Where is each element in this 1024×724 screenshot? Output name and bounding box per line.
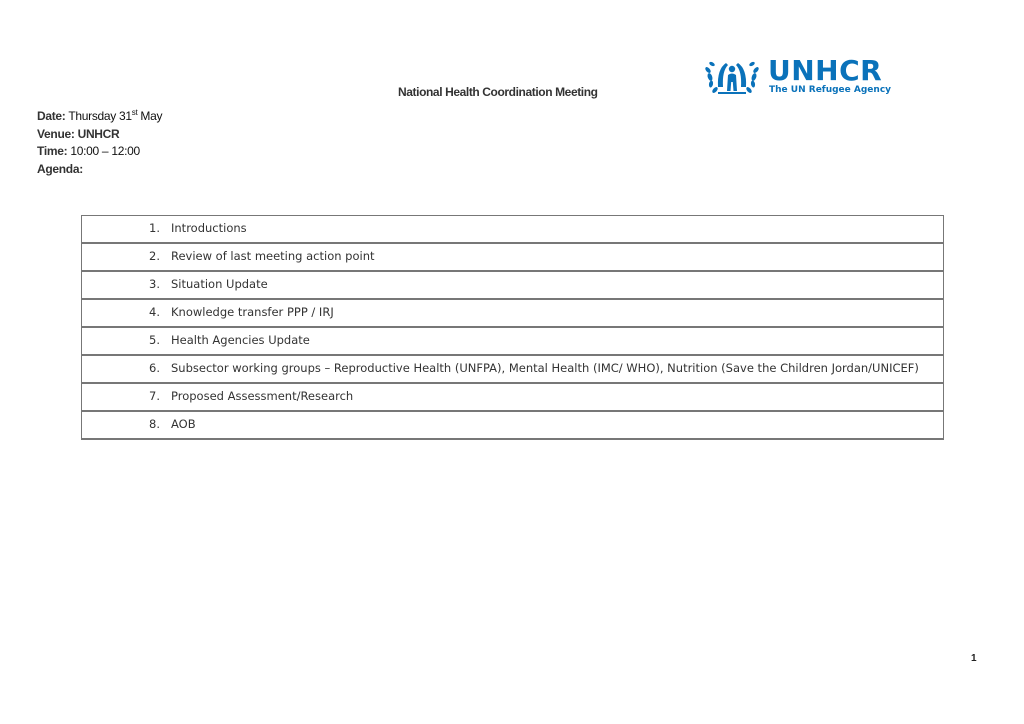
agenda-item [82,244,943,270]
agenda-item-text: Situation Update [171,277,268,291]
date-label: Date: [37,109,66,123]
agenda-item-number: 6. [149,361,160,375]
table-row [82,327,944,355]
time-label: Time: [37,144,68,158]
agenda-item-number: 1. [149,221,160,235]
agenda-item [82,300,943,326]
agenda-item [82,216,943,242]
agenda-item-text: Introductions [171,221,247,235]
agenda-item-number: 5. [149,333,160,347]
agenda-table [81,215,944,440]
agenda-item-text: Proposed Assessment/Research [171,389,354,403]
agenda-item [82,328,943,354]
date-value: Thursday 31st May [68,108,163,123]
page-title: National Health Coordination Meeting [398,85,598,99]
unhcr-tagline: The UN Refugee Agency [769,85,892,95]
agenda-item-text: Subsector working groups – Reproductive Health (UNFPA), Mental Health (IMC/ WHO), Nutrition (Save the Children Jordan/UNICEF) [171,361,919,375]
table-row [82,216,944,244]
table-row [82,383,944,411]
unhcr-logo [704,54,914,99]
agenda-item-text: Health Agencies Update [171,333,310,347]
agenda-item [82,412,943,438]
agenda-item-number: 7. [149,389,160,403]
agenda-line [37,161,162,179]
venue-line [37,126,162,144]
meeting-details [37,108,162,178]
table-row [82,271,944,299]
table-row [82,243,944,271]
agenda-item-text: AOB [171,417,196,431]
agenda-item-text: Knowledge transfer PPP / IRJ [171,305,334,319]
agenda-item-number: 4. [149,305,160,319]
date-line [37,108,162,126]
time-line [37,143,162,161]
table-row [82,355,944,383]
table-row [82,299,944,327]
agenda-item-text: Review of last meeting action point [171,249,375,263]
agenda-item [82,272,943,298]
agenda-item-number: 8. [149,417,160,431]
agenda-item-number: 2. [149,249,160,263]
agenda-item-number: 3. [149,277,160,291]
unhcr-emblem-icon [704,57,760,97]
unhcr-wordmark: UNHCR [768,54,883,87]
table-row [82,411,944,439]
agenda-label: Agenda: [37,161,83,176]
venue-label: Venue: UNHCR [37,126,120,141]
time-value: 10:00 – 12:00 [70,144,140,158]
page-number: 1 [971,653,977,664]
agenda-item [82,384,943,410]
agenda-item [82,356,943,382]
